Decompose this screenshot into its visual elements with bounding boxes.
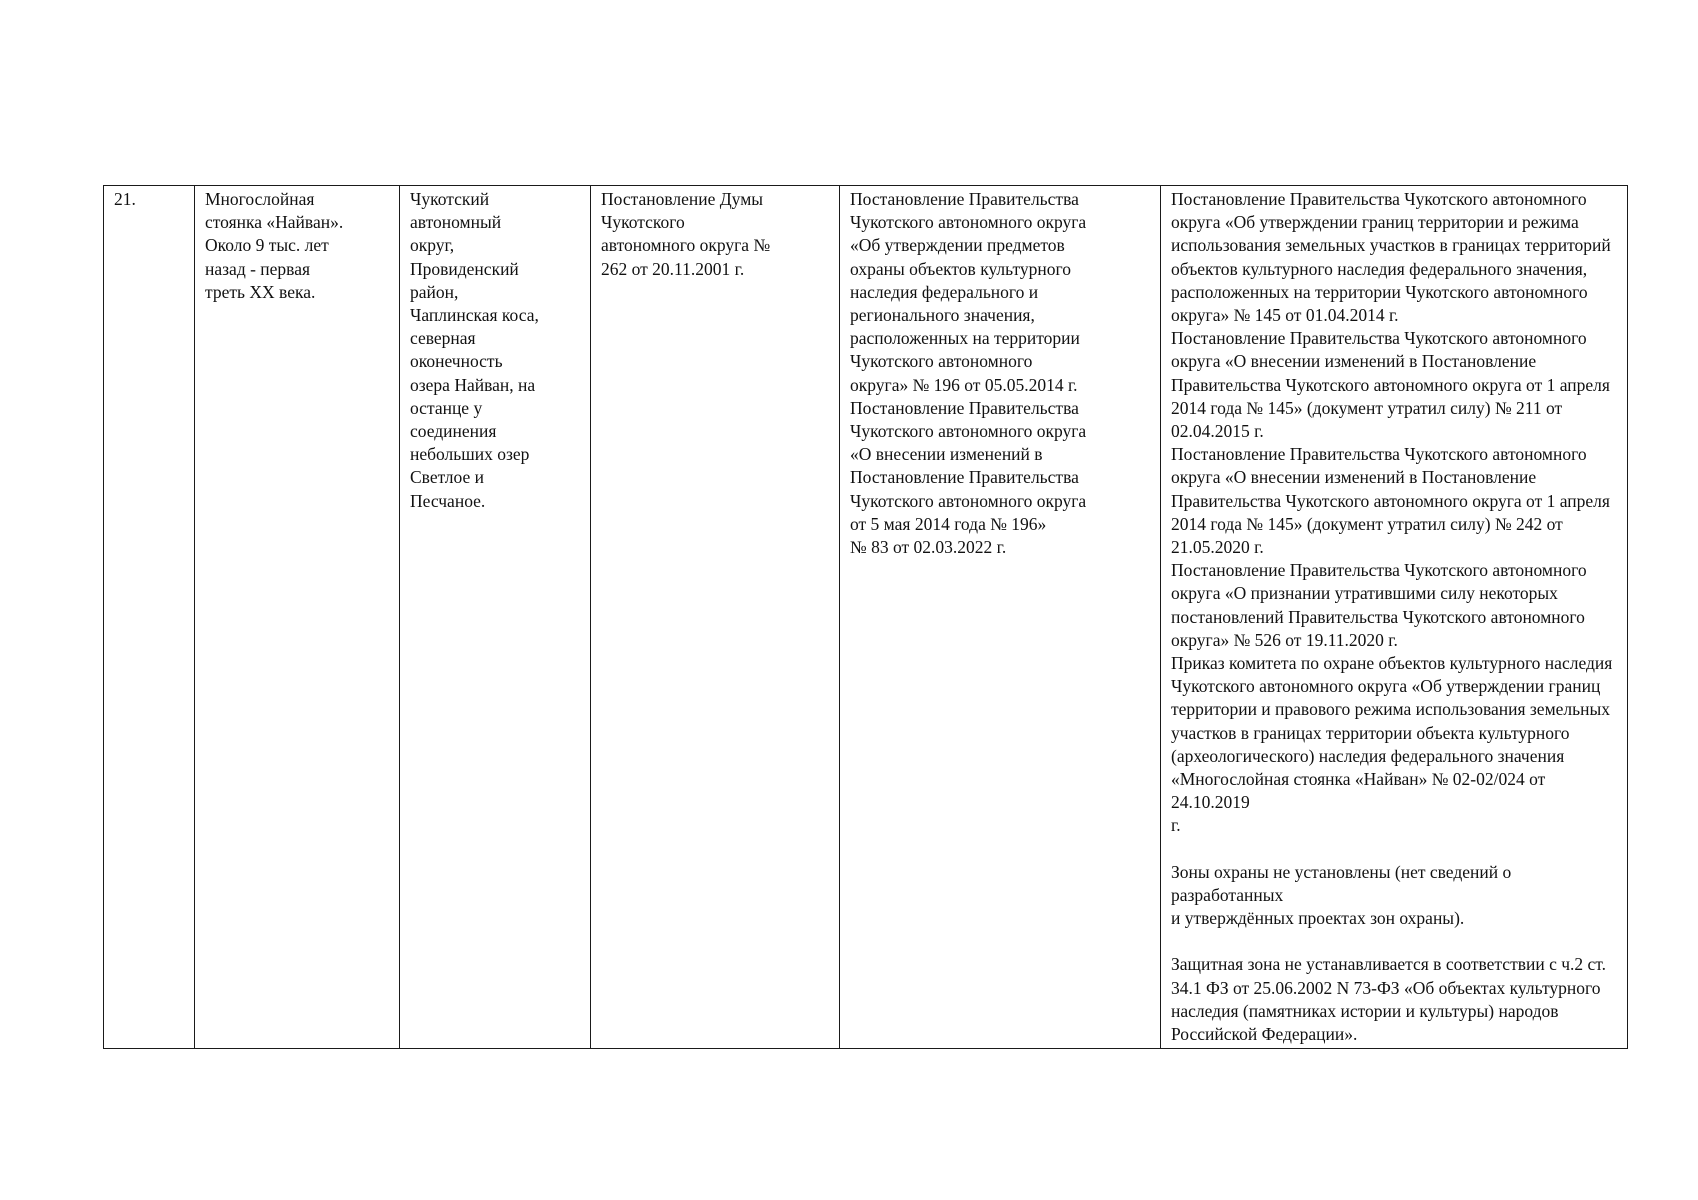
protection-line: округа» № 196 от 05.05.2014 г. [850,374,1078,395]
protection-line: Постановление Правительства [850,397,1079,418]
location-line: Провиденский [410,258,519,279]
document-line: Постановление Думы [601,189,764,209]
bounds-line: участков в границах территории объекта культурного [1171,722,1570,743]
bounds-line: Зоны охраны не установлены (нет сведений о разработанных [1171,861,1512,905]
protection-line: Чукотского автономного округа [850,490,1087,511]
location-line: останце у [410,397,483,418]
bounds-line: расположенных на территории Чукотского автономного [1171,281,1588,302]
paragraph-gap [1171,930,1619,953]
bounds-line: и утверждённых проектах зон охраны). [1171,908,1465,929]
bounds-line: территории и правового режима использования земельных [1171,699,1611,720]
bounds-line: 34.1 ФЗ от 25.06.2002 N 73-ФЗ «Об объектах культурного [1171,977,1601,998]
protection-line: расположенных на территории [850,328,1080,349]
location-line: северная [410,328,476,349]
row-number-cell [104,186,195,1049]
bounds-line: постановлений Правительства Чукотского автономного [1171,606,1585,627]
row-number: 21. [114,189,136,209]
location-line: район, [410,281,459,302]
bounds-line: Чукотского автономного округа «Об утверждении границ [1171,676,1601,697]
bounds-line: Защитная зона не устанавливается в соответствии с ч.2 ст. [1171,954,1606,975]
object-name-cell [195,186,400,1049]
bounds-line: Правительства Чукотского автономного округа от 1 апреля [1171,374,1610,395]
location-line: небольших озер [410,444,530,465]
name-line: назад - первая [205,258,311,279]
protection-line: от 5 мая 2014 года № 196» [850,513,1047,534]
bounds-line: округа «О признании утратившими силу некоторых [1171,583,1558,604]
location-cell [400,186,591,1049]
protection-line: Чукотского автономного округа [850,421,1087,442]
bounds-line: Постановление Правительства Чукотского автономного [1171,560,1587,581]
protection-line: Чукотского автономного округа [850,212,1087,233]
bounds-line: Постановление Правительства Чукотского автономного [1171,444,1587,465]
protection-line: № 83 от 02.03.2022 г. [850,537,1007,558]
bounds-line: использования земельных участков в границах территорий [1171,235,1611,256]
bounds-line: Правительства Чукотского автономного округа от 1 апреля [1171,490,1610,511]
location-line: Песчаное. [410,490,486,511]
protection-line: регионального значения, [850,305,1035,326]
bounds-line: 21.05.2020 г. [1171,537,1264,558]
registration-document-cell [591,186,840,1049]
protection-subject-cell [840,186,1161,1049]
bounds-line: 2014 года № 145» (документ утратил силу) № 211 от [1171,397,1563,418]
location-line: Чаплинская коса, [410,305,539,326]
bounds-line: объектов культурного наследия федерального значения, [1171,258,1588,279]
location-line: оконечность [410,351,503,372]
protection-line: Чукотского автономного [850,351,1033,372]
document-line: автономного округа № [601,235,771,256]
name-line: Многослойная [205,189,315,209]
location-line: соединения [410,421,497,442]
bounds-line: округа» № 145 от 01.04.2014 г. [1171,305,1399,326]
bounds-line: Российской Федерации». [1171,1023,1358,1044]
name-line: треть XX века. [205,281,316,302]
location-line: Светлое и [410,467,485,488]
bounds-line: 2014 года № 145» (документ утратил силу) № 242 от [1171,513,1563,534]
bounds-line: наследия (памятниках истории и культуры) народов [1171,1000,1559,1021]
bounds-line: Постановление Правительства Чукотского автономного [1171,189,1587,209]
bounds-line: Постановление Правительства Чукотского автономного [1171,328,1587,349]
bounds-line: округа» № 526 от 19.11.2020 г. [1171,629,1398,650]
protection-line: наследия федерального и [850,281,1039,302]
bounds-line: округа «О внесении изменений в Постановление [1171,351,1537,372]
protection-line: «Об утверждении предметов [850,235,1065,256]
document-line: Чукотского [601,212,685,233]
paragraph-gap [1171,838,1619,861]
document-line: 262 от 20.11.2001 г. [601,258,745,279]
bounds-line: г. [1171,815,1181,836]
bounds-line: (археологического) наследия федерального значения [1171,745,1565,766]
bounds-line: округа «Об утверждении границ территории и режима [1171,212,1579,233]
bounds-line: 02.04.2015 г. [1171,421,1264,442]
heritage-registry-table [103,185,1628,1049]
location-line: озера Найван, на [410,374,536,395]
name-line: Около 9 тыс. лет [205,235,329,256]
name-line: стоянка «Найван». [205,212,344,233]
location-line: Чукотский [410,189,490,209]
territory-bounds-cell [1161,186,1628,1049]
table-row [104,186,1628,1049]
location-line: округ, [410,235,455,256]
bounds-line: «Многослойная стоянка «Найван» № 02-02/024 от 24.10.2019 [1171,769,1546,813]
protection-line: охраны объектов культурного [850,258,1071,279]
bounds-line: округа «О внесении изменений в Постановление [1171,467,1537,488]
protection-line: Постановление Правительства [850,189,1079,209]
location-line: автономный [410,212,502,233]
bounds-line: Приказ комитета по охране объектов культурного наследия [1171,653,1613,674]
protection-line: «О внесении изменений в [850,444,1043,465]
protection-line: Постановление Правительства [850,467,1079,488]
